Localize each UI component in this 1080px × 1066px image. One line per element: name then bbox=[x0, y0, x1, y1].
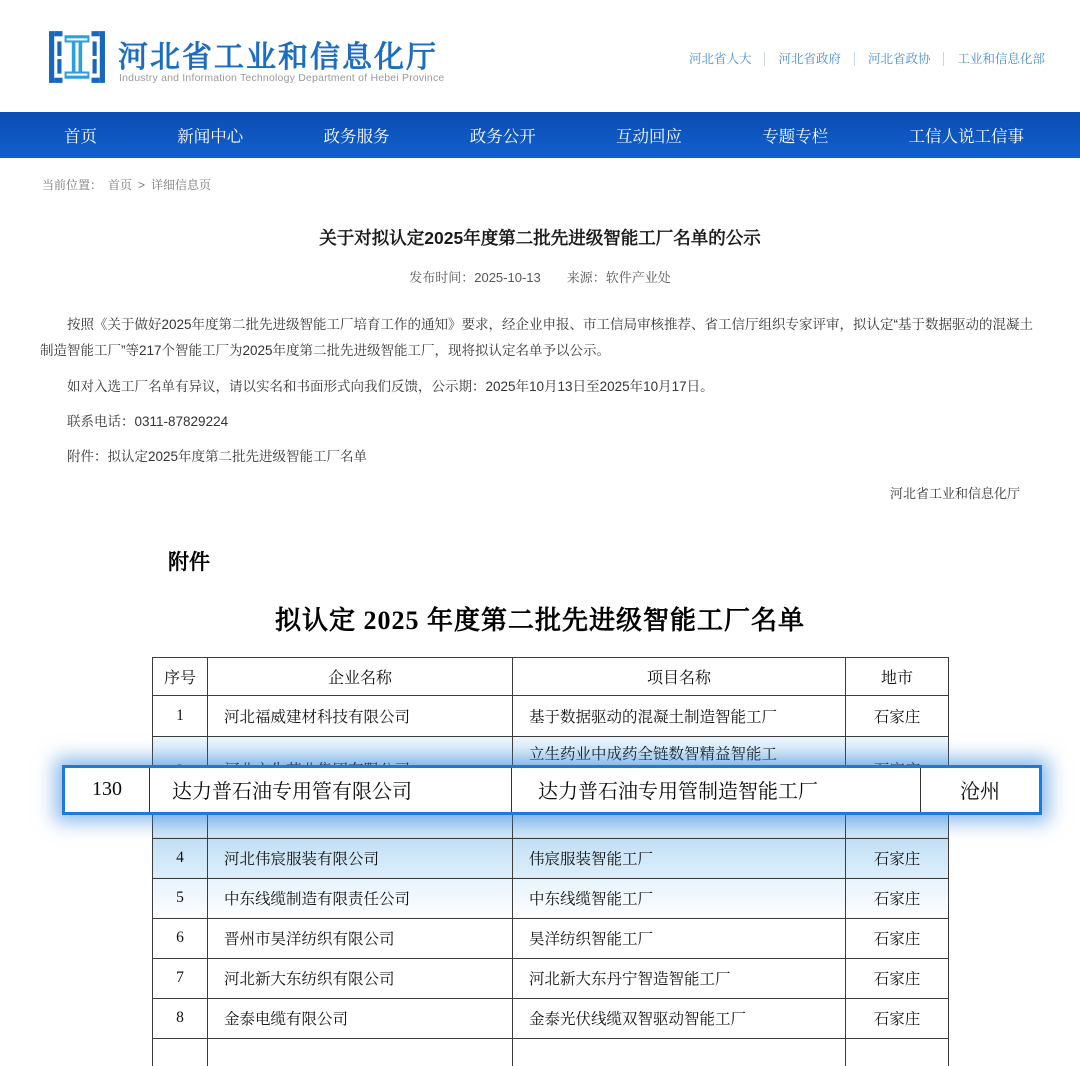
article-paragraph-phone: 联系电话：0311-87829224 bbox=[67, 413, 229, 429]
highlighted-row-project: 达力普石油专用管制造智能工厂 bbox=[512, 768, 921, 812]
table-row: 8 金泰电缆有限公司 金泰光伏线缆双智驱动智能工厂 石家庄 bbox=[153, 998, 949, 1038]
col-header-company: 企业名称 bbox=[208, 657, 513, 695]
attachment-link[interactable]: 附件：拟认定2025年度第二批先进级智能工厂名单 bbox=[67, 449, 368, 465]
nav-item-voices[interactable]: 工信人说工信事 bbox=[908, 128, 1024, 146]
factory-table-wrap bbox=[92, 657, 1000, 1066]
table-row: 4 河北伟宸服装有限公司 伟宸服装智能工厂 石家庄 bbox=[153, 838, 949, 878]
table-row: 6 晋州市昊洋纺织有限公司 昊洋纺织智能工厂 石家庄 bbox=[153, 918, 949, 958]
table-row: 5 中东线缆制造有限责任公司 中东线缆智能工厂 石家庄 bbox=[153, 878, 949, 918]
breadcrumb-current: 详细信息页 bbox=[151, 178, 212, 192]
nav-item-interaction[interactable]: 互动回应 bbox=[616, 128, 682, 146]
article bbox=[0, 225, 1080, 502]
table-header-row bbox=[153, 657, 949, 695]
attachment-heading: 附件 bbox=[168, 550, 210, 574]
breadcrumb-separator: > bbox=[138, 177, 146, 192]
site-logo-icon bbox=[48, 28, 106, 86]
top-link-renda[interactable]: 河北省人大 bbox=[688, 52, 752, 66]
main-nav bbox=[0, 112, 1080, 158]
factory-table bbox=[152, 657, 949, 1066]
article-signature: 河北省工业和信息化厅 bbox=[889, 485, 1020, 501]
site-header bbox=[0, 0, 1080, 112]
attachment-table-title: 拟认定 2025 年度第二批先进级智能工厂名单 bbox=[274, 605, 805, 635]
top-link-miit[interactable]: 工业和信息化部 bbox=[943, 52, 1058, 66]
publish-time-value: 2025-10-13 bbox=[474, 270, 541, 285]
table-row: 立生药业中成药全链数智精益智能工 bbox=[153, 736, 949, 781]
highlighted-row-130[interactable] bbox=[62, 765, 1042, 815]
source-label: 来源： bbox=[566, 270, 606, 285]
table-partial-row bbox=[153, 1038, 949, 1066]
table-row: 7 河北新大东纺织有限公司 河北新大东丹宁智造智能工厂 石家庄 bbox=[153, 958, 949, 998]
source-value: 软件产业处 bbox=[605, 270, 671, 285]
site-title: 河北省工业和信息化厅 bbox=[118, 41, 438, 74]
article-body bbox=[40, 312, 1040, 471]
page-title: 关于对拟认定2025年度第二批先进级智能工厂名单的公示 bbox=[319, 228, 761, 248]
highlighted-row-no: 130 bbox=[65, 768, 150, 812]
table-row: 1 河北福威建材科技有限公司 基于数据驱动的混凝土制造智能工厂 石家庄 bbox=[153, 695, 949, 736]
article-paragraph-attachment bbox=[40, 444, 1040, 470]
breadcrumb bbox=[42, 176, 1080, 193]
site-subtitle: Industry and Information Technology Department of Hebei Province bbox=[119, 72, 445, 84]
article-paragraph-2: 如对入选工厂名单有异议，请以实名和书面形式向我们反馈，公示期：2025年10月13日至2025年10月17日。 bbox=[67, 378, 714, 394]
publish-time-label: 发布时间： bbox=[409, 270, 475, 285]
nav-item-news[interactable]: 新闻中心 bbox=[177, 128, 244, 146]
nav-item-disclosure[interactable]: 政务公开 bbox=[469, 128, 536, 146]
top-link-zhengxie[interactable]: 河北省政协 bbox=[854, 52, 944, 66]
col-header-city: 地市 bbox=[846, 657, 949, 695]
top-links bbox=[676, 52, 1058, 66]
col-header-project: 项目名称 bbox=[513, 657, 846, 695]
col-header-no: 序号 bbox=[153, 657, 208, 695]
article-meta bbox=[0, 267, 1080, 286]
nav-item-home[interactable]: 首页 bbox=[64, 128, 97, 146]
breadcrumb-label: 当前位置： bbox=[42, 178, 103, 192]
highlighted-row-company: 达力普石油专用管有限公司 bbox=[150, 768, 512, 812]
nav-item-topics[interactable]: 专题专栏 bbox=[762, 128, 829, 146]
highlighted-row-city: 沧州 bbox=[960, 781, 1000, 804]
top-link-zhengfu[interactable]: 河北省政府 bbox=[764, 52, 854, 66]
breadcrumb-home-link[interactable]: 首页 bbox=[108, 178, 133, 192]
nav-item-services[interactable]: 政务服务 bbox=[323, 128, 390, 146]
article-paragraph-1: 按照《关于做好2025年度第二批先进级智能工厂培育工作的通知》要求，经企业申报、市工信局审核推荐、省工信厅组织专家评审，拟认定“基于数据驱动的混凝土制造智能工厂”等217个智能工厂为2025年度第二批先进级智能工厂，现将拟认定名单予以公示。 bbox=[40, 317, 1034, 359]
